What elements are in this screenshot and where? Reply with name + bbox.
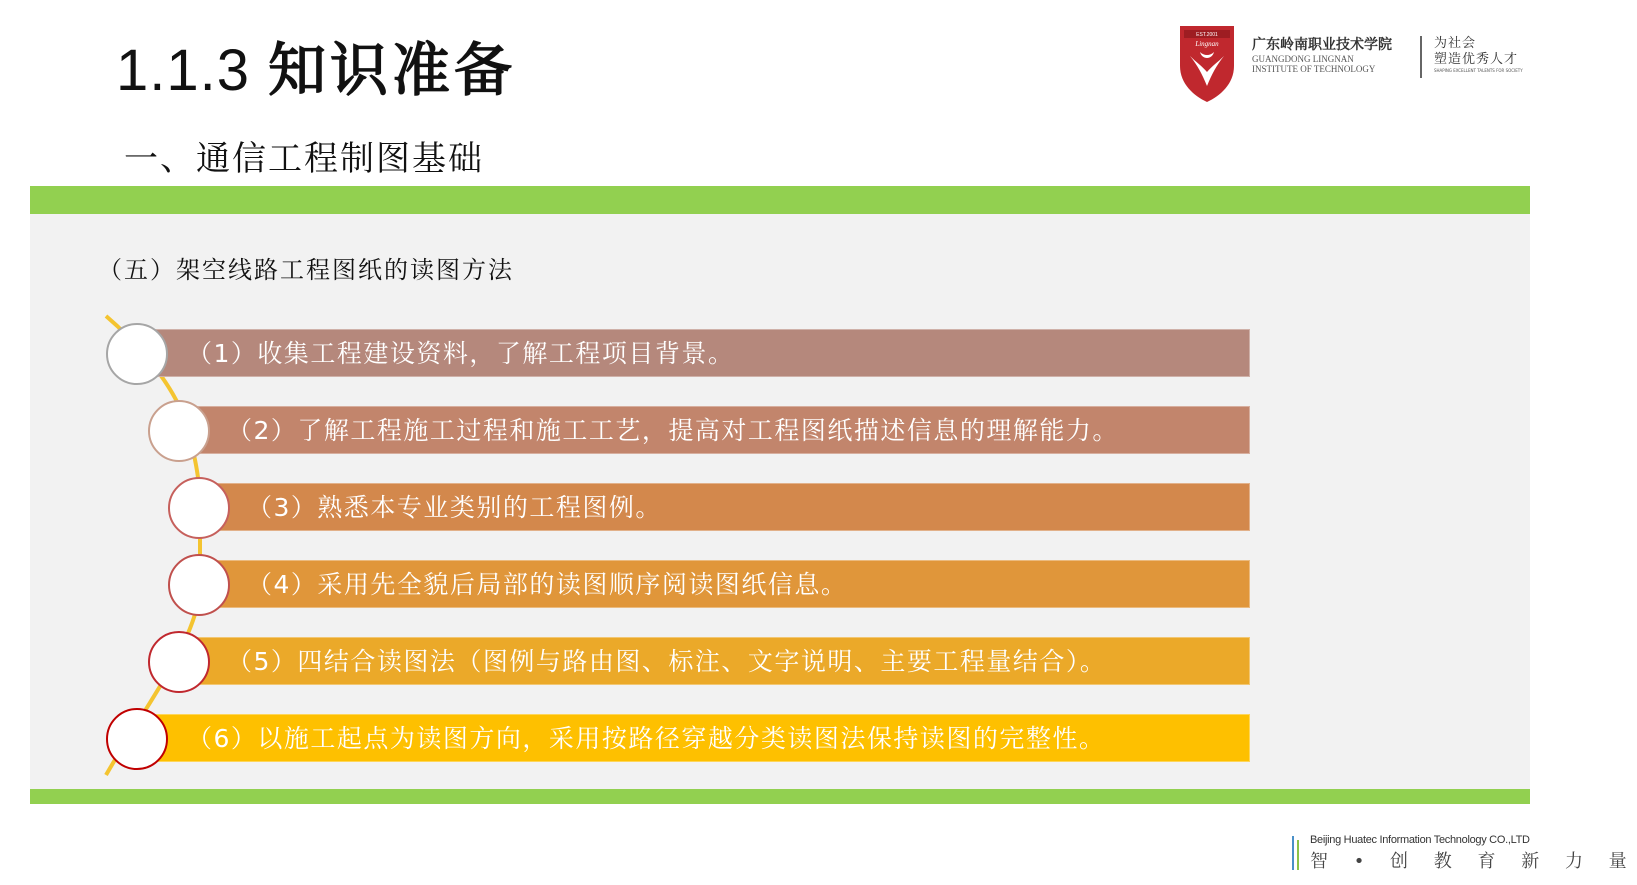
school-slogan bbox=[1434, 36, 1523, 74]
step-4 bbox=[210, 560, 1250, 608]
school-logo bbox=[1176, 22, 1546, 106]
slogan-en: SHAPING EXCELLENT TALENTS FOR SOCIETY bbox=[1434, 68, 1523, 73]
step-node-6 bbox=[106, 708, 168, 770]
school-name bbox=[1252, 36, 1392, 74]
step-label: （5）四结合读图法（图例与路由图、标注、文字说明、主要工程量结合）。 bbox=[227, 647, 1107, 676]
accent-bar-bottom bbox=[30, 789, 1530, 804]
school-name-en-2: INSTITUTE OF TECHNOLOGY bbox=[1252, 64, 1376, 74]
step-node-4 bbox=[168, 554, 230, 616]
logo-divider bbox=[1420, 36, 1422, 78]
school-name-en-1: GUANGDONG LINGNAN bbox=[1252, 54, 1354, 64]
title-text: 知识准备 bbox=[268, 36, 517, 104]
brand-bars-icon bbox=[1292, 836, 1306, 870]
step-label: （1）收集工程建设资料，了解工程项目背景。 bbox=[187, 339, 735, 368]
step-node-5 bbox=[148, 631, 210, 693]
step-6 bbox=[148, 714, 1250, 762]
crest-est-text: EST.2001 bbox=[1196, 32, 1218, 38]
step-node-1 bbox=[106, 323, 168, 385]
step-label: （3）熟悉本专业类别的工程图例。 bbox=[247, 493, 662, 522]
step-1 bbox=[148, 329, 1250, 377]
footer-brand bbox=[1292, 834, 1637, 874]
step-label: （4）采用先全貌后局部的读图顺序阅读图纸信息。 bbox=[247, 570, 848, 599]
step-3 bbox=[210, 483, 1250, 531]
title-number: 1.1.3 bbox=[116, 38, 250, 103]
step-node-3 bbox=[168, 477, 230, 539]
page-subtitle: 一、通信工程制图基础 bbox=[124, 139, 484, 179]
step-label: （2）了解工程施工过程和施工工艺，提高对工程图纸描述信息的理解能力。 bbox=[227, 416, 1119, 445]
school-crest-icon bbox=[1176, 22, 1238, 104]
school-name-cn: 广东岭南职业技术学院 bbox=[1252, 37, 1392, 53]
step-5 bbox=[190, 637, 1250, 685]
slogan-cn-2: 塑造优秀人才 bbox=[1434, 52, 1519, 67]
section-title: （五）架空线路工程图纸的读图方法 bbox=[98, 256, 514, 284]
page-title bbox=[116, 30, 516, 111]
step-2 bbox=[190, 406, 1250, 454]
slogan-cn-1: 为社会 bbox=[1434, 36, 1477, 51]
company-tagline: 智 • 创 教 育 新 力 量 bbox=[1310, 851, 1637, 872]
accent-bar-top bbox=[30, 186, 1530, 214]
crest-brand-text: Lingnan bbox=[1195, 40, 1219, 48]
company-name: Beijing Huatec Information Technology CO.,LTD bbox=[1310, 834, 1530, 846]
step-label: （6）以施工起点为读图方向，采用按路径穿越分类读图法保持读图的完整性。 bbox=[187, 724, 1106, 753]
step-node-2 bbox=[148, 400, 210, 462]
